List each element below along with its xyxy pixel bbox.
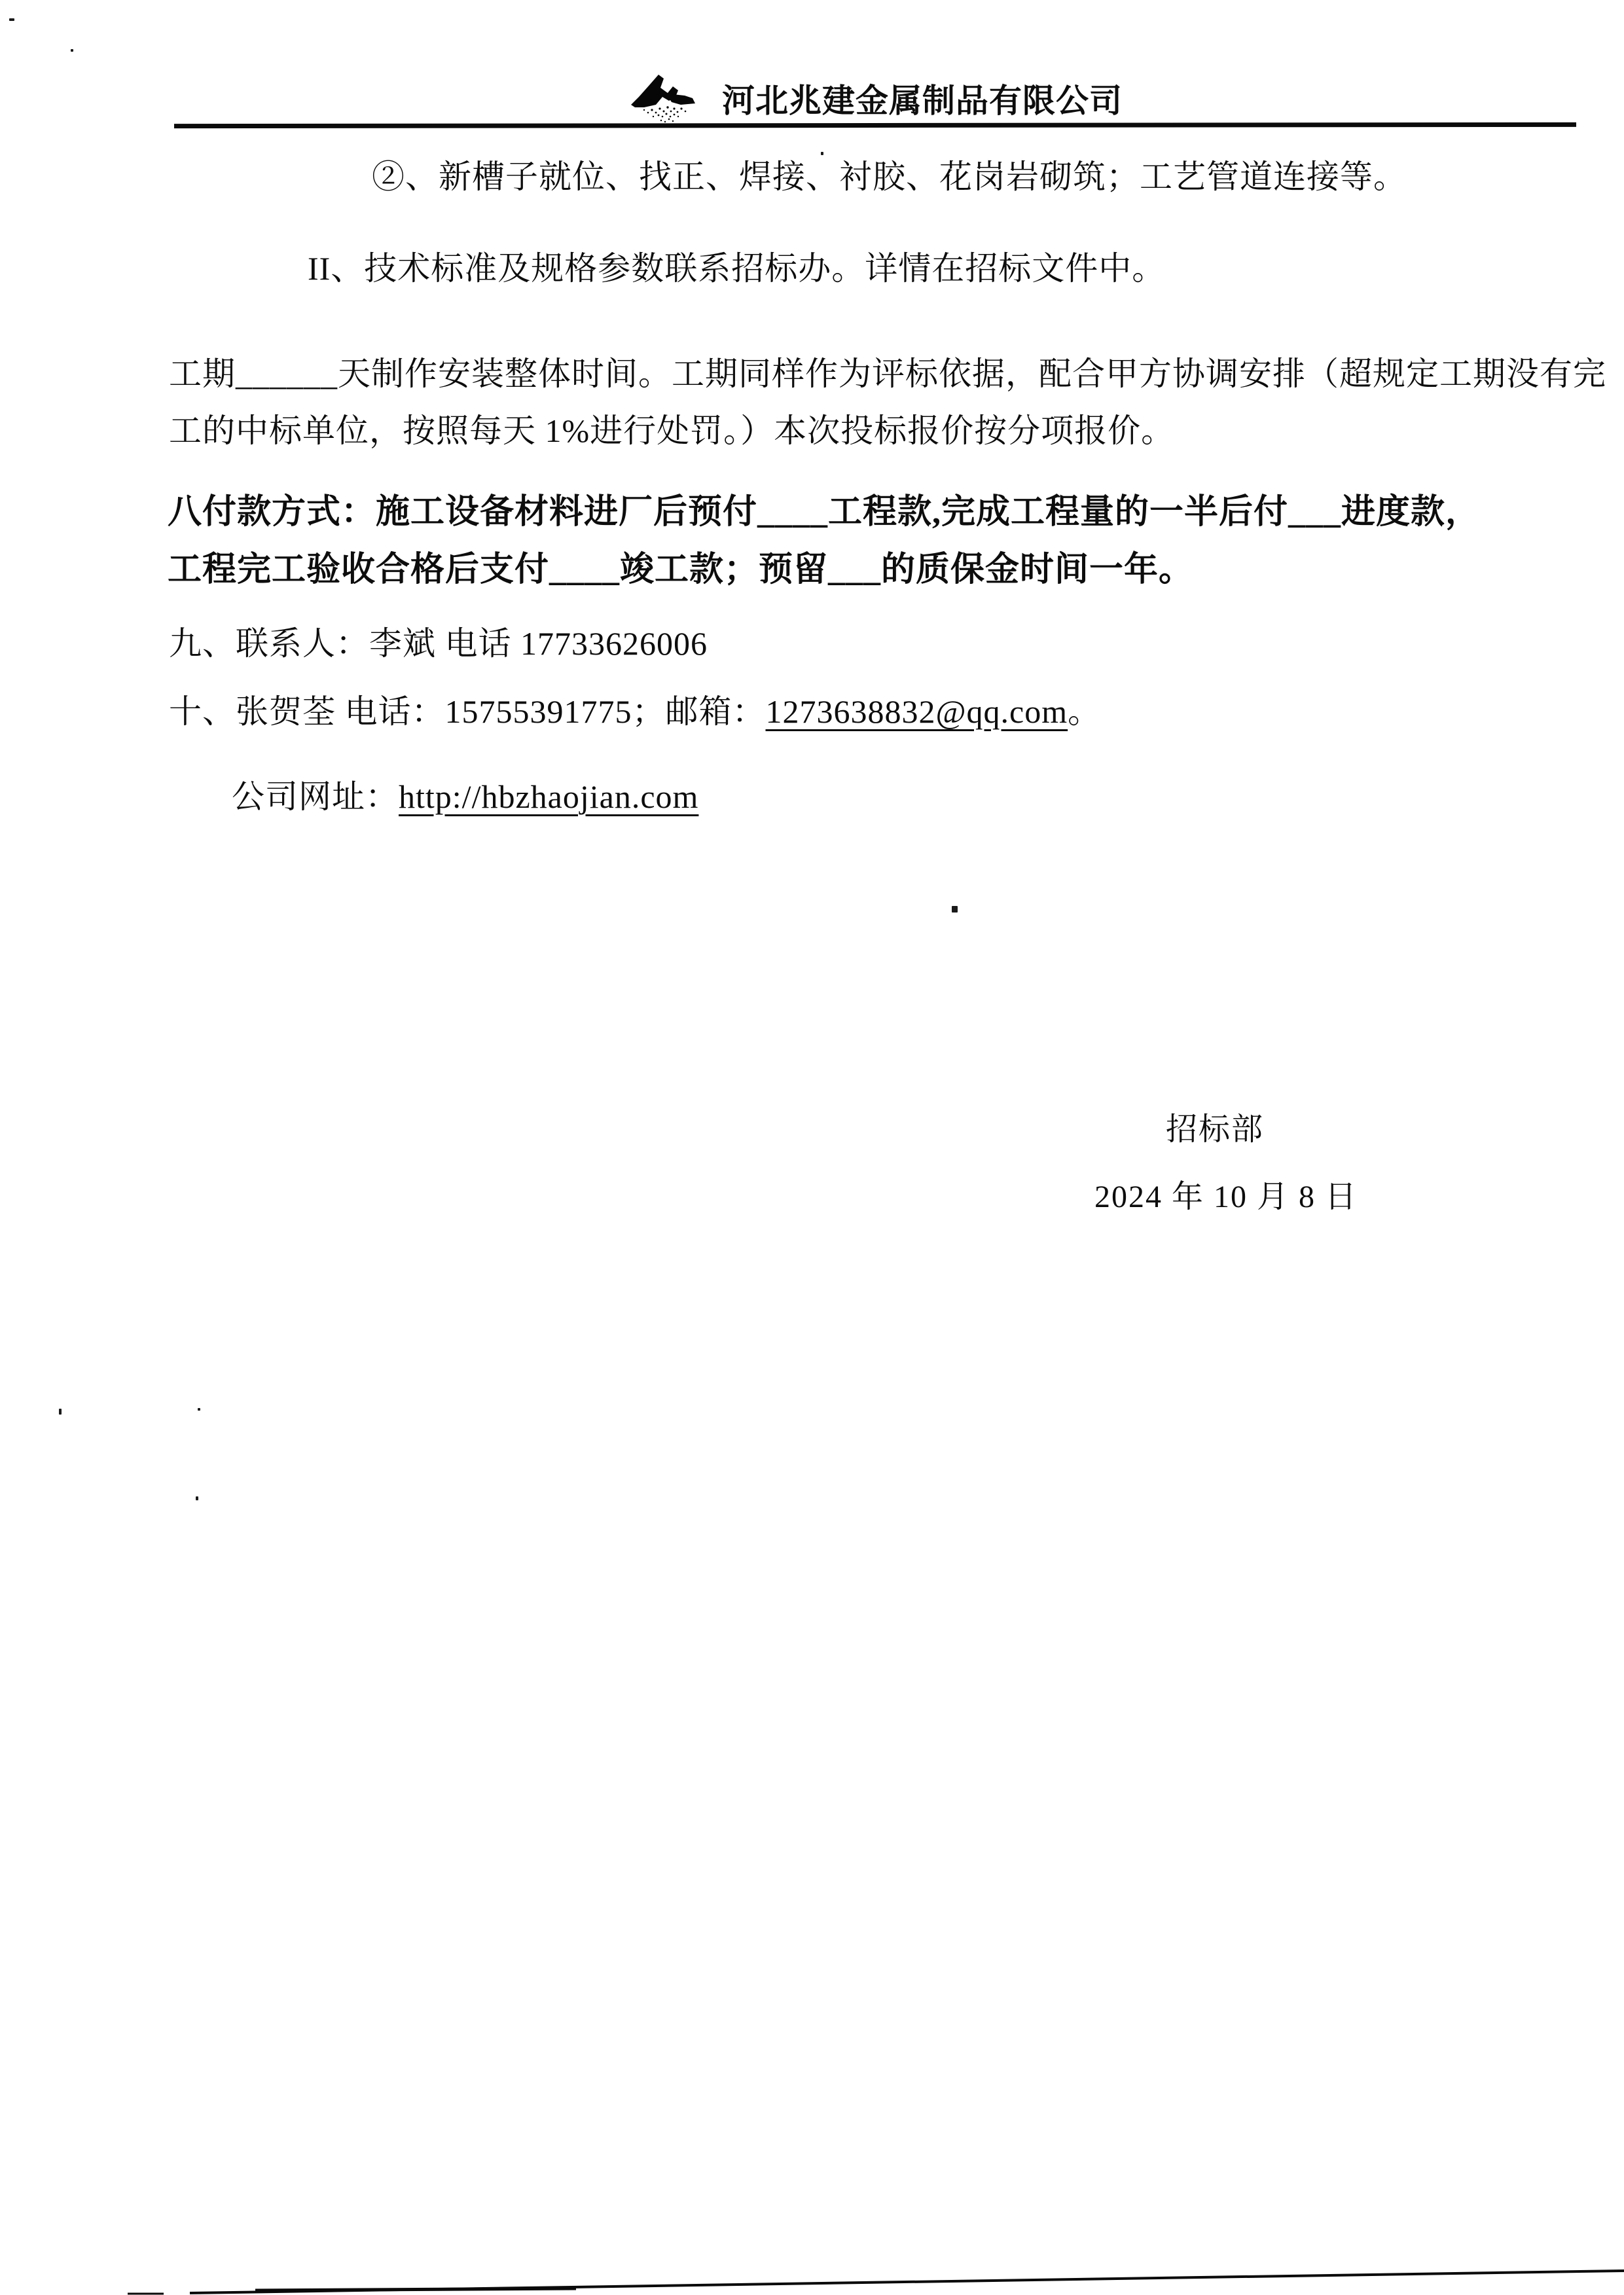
website-line bbox=[232, 780, 698, 813]
page-edge-scan-line bbox=[0, 2249, 1624, 2295]
contact-email-link[interactable]: 1273638832@qq.com bbox=[765, 693, 1068, 730]
header-divider-rule bbox=[174, 122, 1576, 128]
scan-speck bbox=[59, 1409, 62, 1415]
duration-paragraph-line-1: 工期______天制作安装整体时间。工期同样作为评标依据，配合甲方协调安排（超规定工期没有完 bbox=[169, 355, 1606, 392]
scan-speck bbox=[9, 18, 14, 21]
scan-speck bbox=[71, 49, 73, 52]
website-label: 公司网址： bbox=[232, 778, 399, 815]
website-url-link[interactable]: http://hbzhaojian.com bbox=[399, 778, 699, 815]
item-line-1: ②、新槽子就位、找正、焊接、衬胶、花岗岩砌筑；工艺管道连接等。 bbox=[372, 158, 1407, 195]
contact-line-2-text: 十、张贺荃 电话：15755391775；邮箱： bbox=[169, 693, 766, 730]
signature-department: 招标部 bbox=[1166, 1112, 1265, 1147]
scan-speck bbox=[952, 906, 958, 913]
payment-paragraph-line-2: 工程完工验收合格后支付____竣工款；预留___的质保金时间一年。 bbox=[168, 551, 1194, 588]
contact-line-1: 九、联系人：李斌 电话 17733626006 bbox=[169, 625, 708, 662]
scan-speck bbox=[196, 1496, 198, 1500]
signature-date: 2024 年 10 月 8 日 bbox=[1094, 1180, 1358, 1214]
scan-speck bbox=[821, 152, 823, 155]
payment-paragraph-line-1: 八付款方式：施工设备材料进厂后预付____工程款,完成工程量的一半后付___进度款， bbox=[168, 494, 1481, 531]
company-logo-mountain-icon bbox=[630, 71, 706, 127]
scan-speck bbox=[198, 1408, 200, 1411]
contact-line-2-period: 。 bbox=[1068, 693, 1102, 730]
item-line-2: II、技术标准及规格参数联系招标办。详情在招标文件中。 bbox=[308, 250, 1166, 287]
company-name: 河北兆建金属制品有限公司 bbox=[722, 82, 1123, 119]
contact-line-2 bbox=[169, 695, 1101, 728]
duration-paragraph-line-2: 工的中标单位，按照每天 1%进行处罚。）本次投标报价按分项报价。 bbox=[169, 412, 1175, 449]
